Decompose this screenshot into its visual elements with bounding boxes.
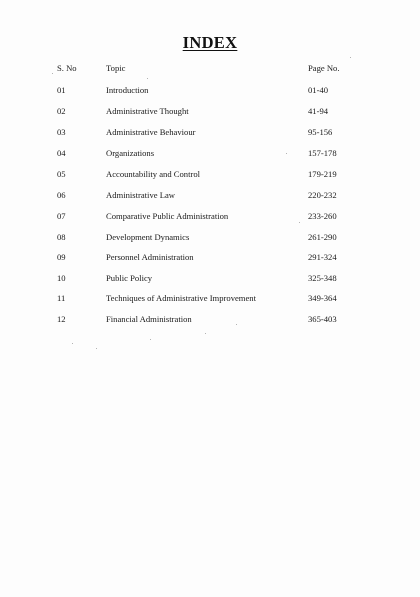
table-row xyxy=(0,146,420,160)
scan-speck xyxy=(96,348,97,349)
scan-speck xyxy=(350,57,351,58)
table-row xyxy=(0,188,420,202)
row-sno: 04 xyxy=(57,148,66,158)
header-sno: S. No xyxy=(57,63,77,73)
row-topic: Techniques of Administrative Improvement xyxy=(106,293,256,303)
scan-speck xyxy=(150,339,151,340)
row-topic: Comparative Public Administration xyxy=(106,211,229,221)
row-topic: Administrative Law xyxy=(106,190,175,200)
scan-speck xyxy=(236,324,237,325)
page-title: INDEX xyxy=(182,33,238,52)
row-topic: Administrative Thought xyxy=(106,106,189,116)
row-topic: Public Policy xyxy=(106,273,153,283)
row-sno: 06 xyxy=(57,190,66,200)
row-sno: 09 xyxy=(57,252,66,262)
row-topic: Personnel Administration xyxy=(106,252,194,262)
row-sno: 02 xyxy=(57,106,66,116)
row-page: 220-232 xyxy=(308,190,337,200)
scan-speck xyxy=(52,73,53,74)
row-topic: Administrative Behaviour xyxy=(106,127,196,137)
table-header xyxy=(0,61,420,75)
row-page: 233-260 xyxy=(308,211,337,221)
row-topic: Introduction xyxy=(106,85,149,95)
row-topic: Development Dynamics xyxy=(106,232,190,242)
row-sno: 01 xyxy=(57,85,66,95)
table-row xyxy=(0,312,420,326)
row-page: 01-40 xyxy=(308,85,329,95)
table-row xyxy=(0,230,420,244)
table-row xyxy=(0,125,420,139)
row-page: 365-403 xyxy=(308,314,337,324)
row-page: 291-324 xyxy=(308,252,337,262)
table-row xyxy=(0,291,420,305)
row-page: 325-348 xyxy=(308,273,337,283)
table-row xyxy=(0,209,420,223)
row-page: 179-219 xyxy=(308,169,337,179)
row-page: 349-364 xyxy=(308,293,337,303)
scan-speck xyxy=(205,333,206,334)
row-page: 157-178 xyxy=(308,148,337,158)
table-row xyxy=(0,104,420,118)
row-sno: 10 xyxy=(57,273,66,283)
row-page: 41-94 xyxy=(308,106,329,116)
table-row xyxy=(0,167,420,181)
row-topic: Financial Administration xyxy=(106,314,192,324)
row-sno: 11 xyxy=(57,293,66,303)
table-row xyxy=(0,271,420,285)
header-page: Page No. xyxy=(308,63,340,73)
row-page: 95-156 xyxy=(308,127,333,137)
row-sno: 07 xyxy=(57,211,66,221)
scan-speck xyxy=(299,222,300,223)
row-sno: 03 xyxy=(57,127,66,137)
scan-speck xyxy=(72,343,73,344)
scan-speck xyxy=(286,153,287,154)
row-page: 261-290 xyxy=(308,232,337,242)
row-sno: 12 xyxy=(57,314,66,324)
scan-speck xyxy=(147,78,148,79)
table-row xyxy=(0,83,420,97)
row-topic: Organizations xyxy=(106,148,155,158)
table-row xyxy=(0,250,420,264)
row-topic: Accountability and Control xyxy=(106,169,201,179)
row-sno: 08 xyxy=(57,232,66,242)
row-sno: 05 xyxy=(57,169,66,179)
header-topic: Topic xyxy=(106,63,126,73)
